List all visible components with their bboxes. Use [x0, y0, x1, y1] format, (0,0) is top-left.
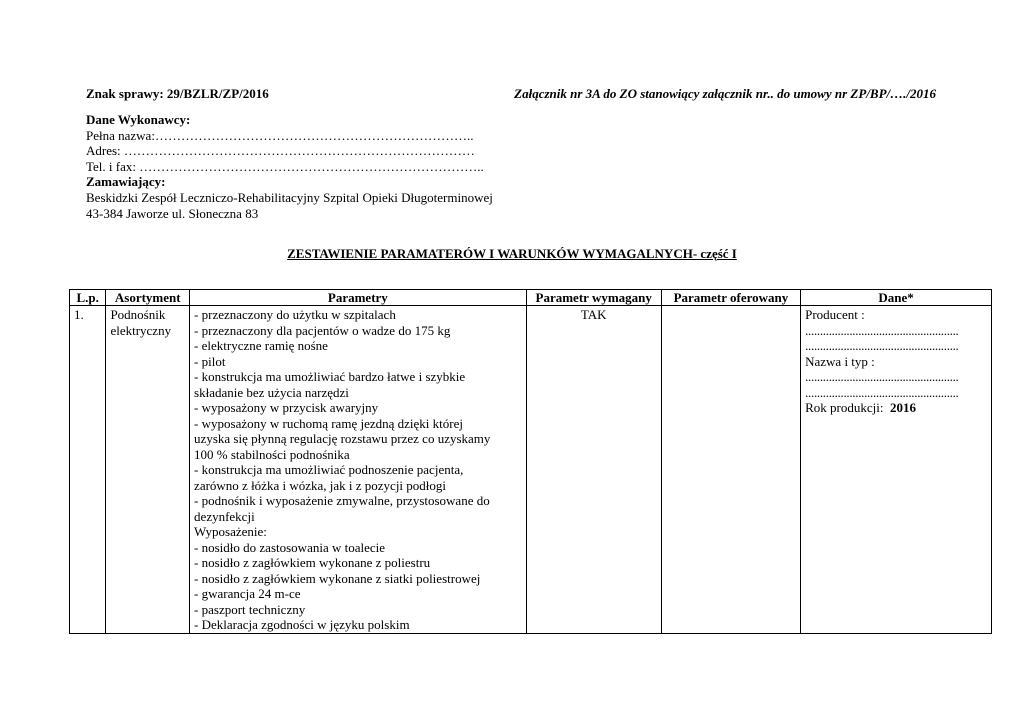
cell-offered[interactable]	[661, 306, 800, 634]
section-title: ZESTAWIENIE PARAMATERÓW I WARUNKÓW WYMAGALNYCH- część I	[287, 246, 737, 261]
ordering-party-name: Beskidzki Zespół Leczniczo-Rehabilitacyjny Szpital Opieki Długoterminowej	[86, 189, 493, 205]
document-header	[86, 86, 936, 104]
parameter-line: - nosidło z zagłówkiem wykonane z siatki poliestrowej	[194, 570, 481, 586]
table-row	[70, 306, 992, 634]
production-year-label: Rok produkcji:	[805, 400, 884, 415]
header-offered: Parametr oferowany	[661, 290, 800, 306]
contractor-phone-fax: Tel. i fax: ……………………………………………………………………..	[86, 158, 484, 174]
parameter-line: - nosidło z zagłówkiem wykonane z poliestru	[194, 555, 431, 570]
ordering-party-heading: Zamawiający:	[86, 174, 166, 190]
table-header-row	[70, 290, 992, 306]
ordering-party-address: 43-384 Jaworze ul. Słoneczna 83	[86, 205, 259, 221]
parameter-line: składanie bez użycia narzędzi	[194, 384, 349, 400]
parameter-line: - gwarancja 24 m-ce	[194, 586, 301, 601]
parameter-line: Wyposażenie:	[194, 524, 267, 539]
production-year-value: 2016	[889, 400, 916, 415]
cell-parameters	[190, 306, 527, 634]
contractor-info	[86, 112, 493, 221]
header-assortment: Asortyment	[106, 290, 190, 306]
parameter-line: - wyposażony w ruchomą ramę jezdną dzięki której	[194, 415, 463, 431]
contractor-full-name: Pełna nazwa:………………………………………………………………..	[86, 127, 474, 143]
name-type-label: Nazwa i typ :	[805, 353, 875, 369]
header-lp: L.p.	[70, 290, 106, 306]
parameter-line: - przeznaczony dla pacjentów o wadze do 175 kg	[194, 322, 451, 338]
parameter-line: - nosidło do zastosowania w toalecie	[194, 539, 386, 555]
attachment-label: Załącznik nr 3A do ZO stanowiący załącznik nr.. do umowy nr ZP/BP/…./2016	[514, 86, 936, 101]
parameter-line: - Deklaracja zgodności w języku polskim	[194, 617, 410, 632]
parameter-line: dezynfekcji	[194, 508, 255, 524]
parameter-line: - konstrukcja ma umożliwiać bardzo łatwe i szybkie	[194, 369, 466, 384]
parameter-line: zarówno z łóżka i wózka, jak i z pozycji podłogi	[194, 477, 447, 493]
producer-dots[interactable]: ....................................................	[805, 322, 959, 338]
production-year-line	[805, 400, 987, 416]
parameter-line: 100 % stabilności podnośnika	[194, 446, 350, 462]
parameter-line: - elektryczne ramię nośne	[194, 338, 328, 353]
contractor-address: Adres: ………………………………………………………………………	[86, 143, 475, 159]
header-required: Parametr wymagany	[526, 290, 661, 306]
header-data: Dane*	[801, 290, 992, 306]
case-sign: Znak sprawy: 29/BZLR/ZP/2016	[86, 86, 269, 101]
parameter-line: - konstrukcja ma umożliwiać podnoszenie pacjenta,	[194, 462, 464, 477]
name-type-dots[interactable]: ....................................................	[805, 384, 959, 400]
producer-dots[interactable]: ....................................................	[805, 338, 959, 353]
cell-assortment	[106, 306, 190, 634]
parameter-line: uzyska się płynną regulację rozstawu przez co uzyskamy	[194, 431, 491, 446]
parameter-line: - pilot	[194, 353, 226, 369]
producer-label: Producent :	[805, 307, 865, 322]
parameters-table	[69, 289, 992, 634]
cell-data	[801, 306, 992, 634]
header-parameters: Parametry	[190, 290, 527, 306]
cell-required: TAK	[526, 306, 661, 634]
parameter-line: - wyposażony w przycisk awaryjny	[194, 400, 379, 415]
parameter-line: - przeznaczony do użytku w szpitalach	[194, 307, 396, 322]
cell-lp: 1.	[70, 306, 106, 634]
name-type-dots[interactable]: ....................................................	[805, 369, 959, 384]
parameter-line: - podnośnik i wyposażenie zmywalne, przystosowane do	[194, 493, 490, 508]
contractor-heading: Dane Wykonawcy:	[86, 112, 191, 127]
parameter-line: - paszport techniczny	[194, 601, 306, 617]
assortment-line: Podnośnik	[110, 307, 166, 322]
assortment-line: elektryczny	[110, 322, 172, 338]
